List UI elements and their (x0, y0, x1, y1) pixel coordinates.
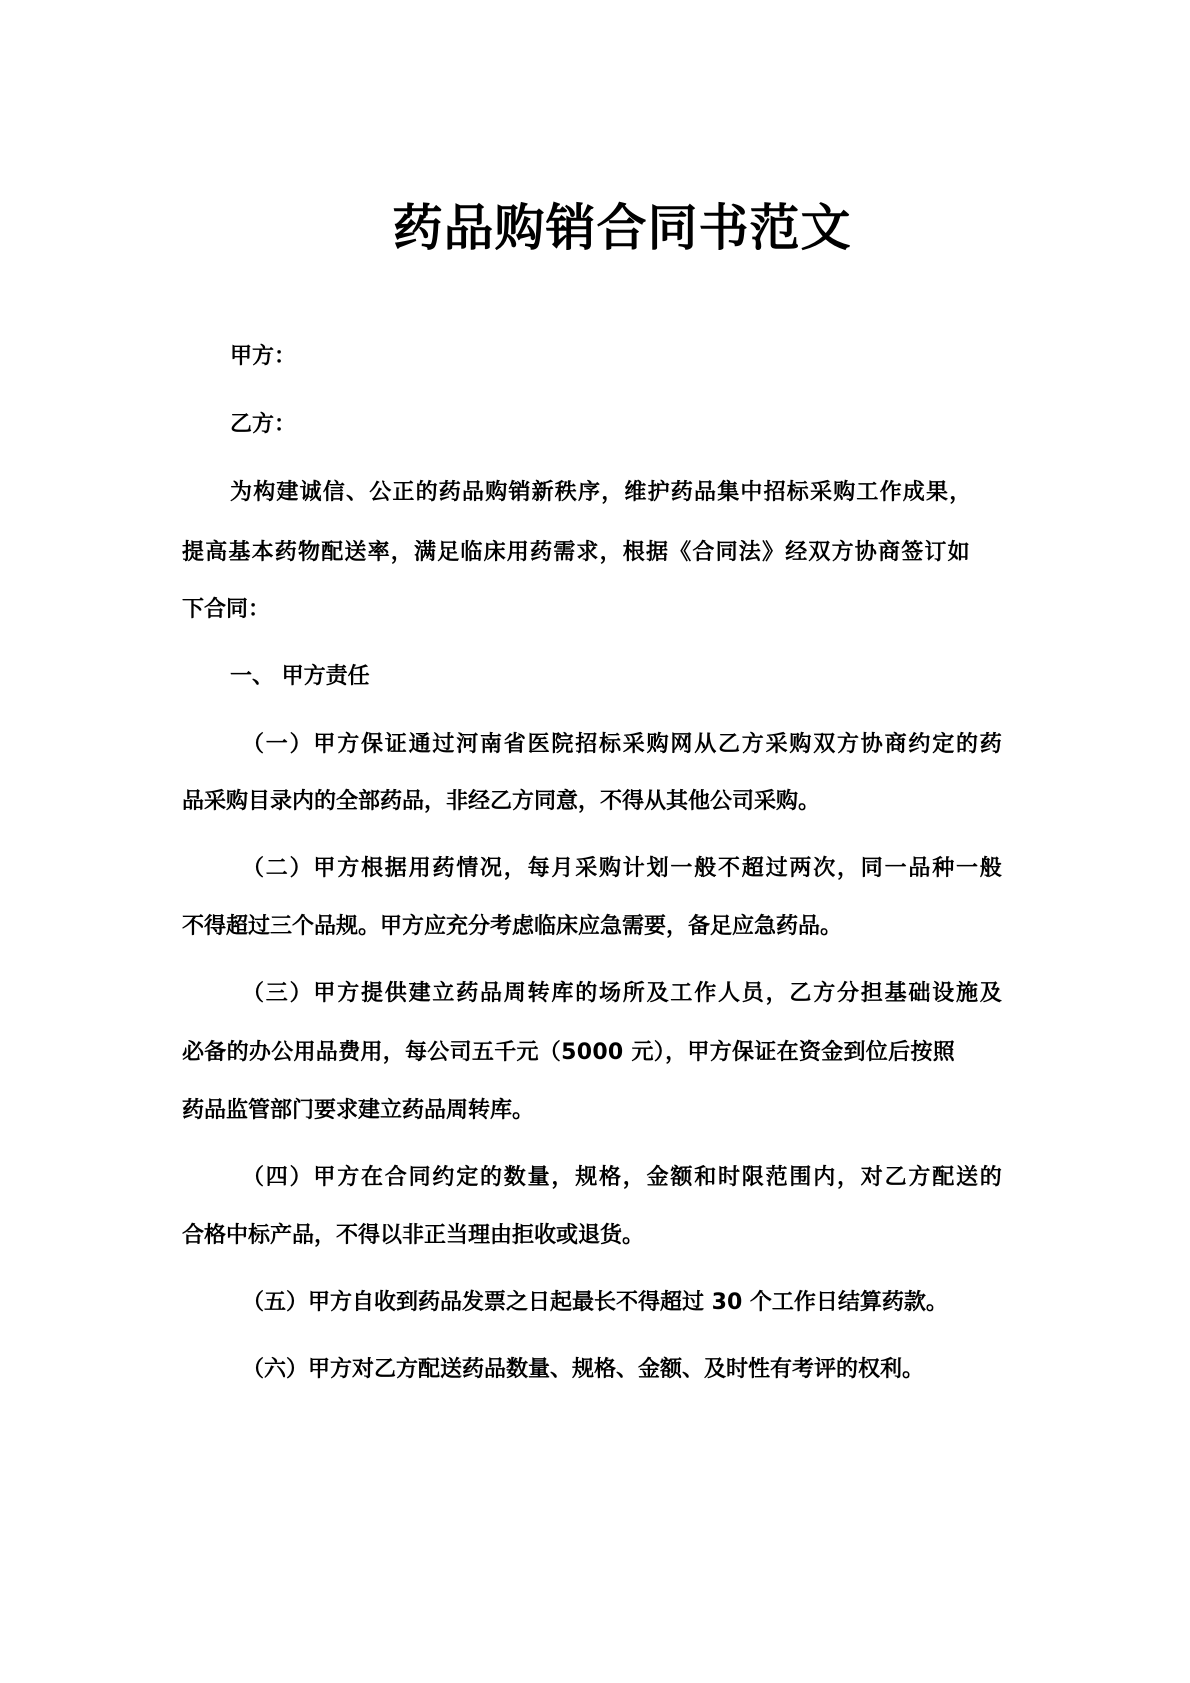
party-b-label: 乙方： (230, 412, 297, 437)
party-a-label: 甲方： (230, 344, 297, 369)
clause-5-line-1: （五）甲方自收到药品发票之日起最长不得超过 30 个工作日结算药款。 (242, 1290, 948, 1315)
preamble-line-3: 下合同： (182, 597, 271, 622)
clause-1-line-2: 品采购目录内的全部药品，非经乙方同意，不得从其他公司采购。 (182, 789, 821, 814)
section-heading-party-a-duties: 一、 甲方责任 (230, 664, 370, 689)
clause-3-line-3: 药品监管部门要求建立药品周转库。 (182, 1098, 535, 1123)
clause-1-line-1: （一）甲方保证通过河南省医院招标采购网从乙方采购双方协商约定的药 (242, 732, 1004, 757)
clause-2-line-2: 不得超过三个品规。甲方应充分考虑临床应急需要，备足应急药品。 (182, 914, 843, 939)
clause-4-line-2: 合格中标产品，不得以非正当理由拒收或退货。 (182, 1223, 645, 1248)
clause-6-line-1: （六）甲方对乙方配送药品数量、规格、金额、及时性有考评的权利。 (242, 1357, 925, 1382)
clause-2-line-1: （二）甲方根据用药情况，每月采购计划一般不超过两次，同一品种一般 (242, 856, 1004, 881)
clause-3-line-1: （三）甲方提供建立药品周转库的场所及工作人员，乙方分担基础设施及 (242, 981, 1004, 1006)
preamble-line-1: 为构建诚信、公正的药品购销新秩序，维护药品集中招标采购工作成果， (230, 480, 973, 505)
clause-4-line-1: （四）甲方在合同约定的数量，规格，金额和时限范围内，对乙方配送的 (242, 1165, 1004, 1190)
preamble-line-2: 提高基本药物配送率，满足临床用药需求，根据《合同法》经双方协商签订如 (182, 540, 971, 565)
clause-3-line-2: 必备的办公用品费用，每公司五千元（5000 元），甲方保证在资金到位后按照 (182, 1040, 955, 1065)
document-title: 药品购销合同书范文 (392, 199, 852, 257)
